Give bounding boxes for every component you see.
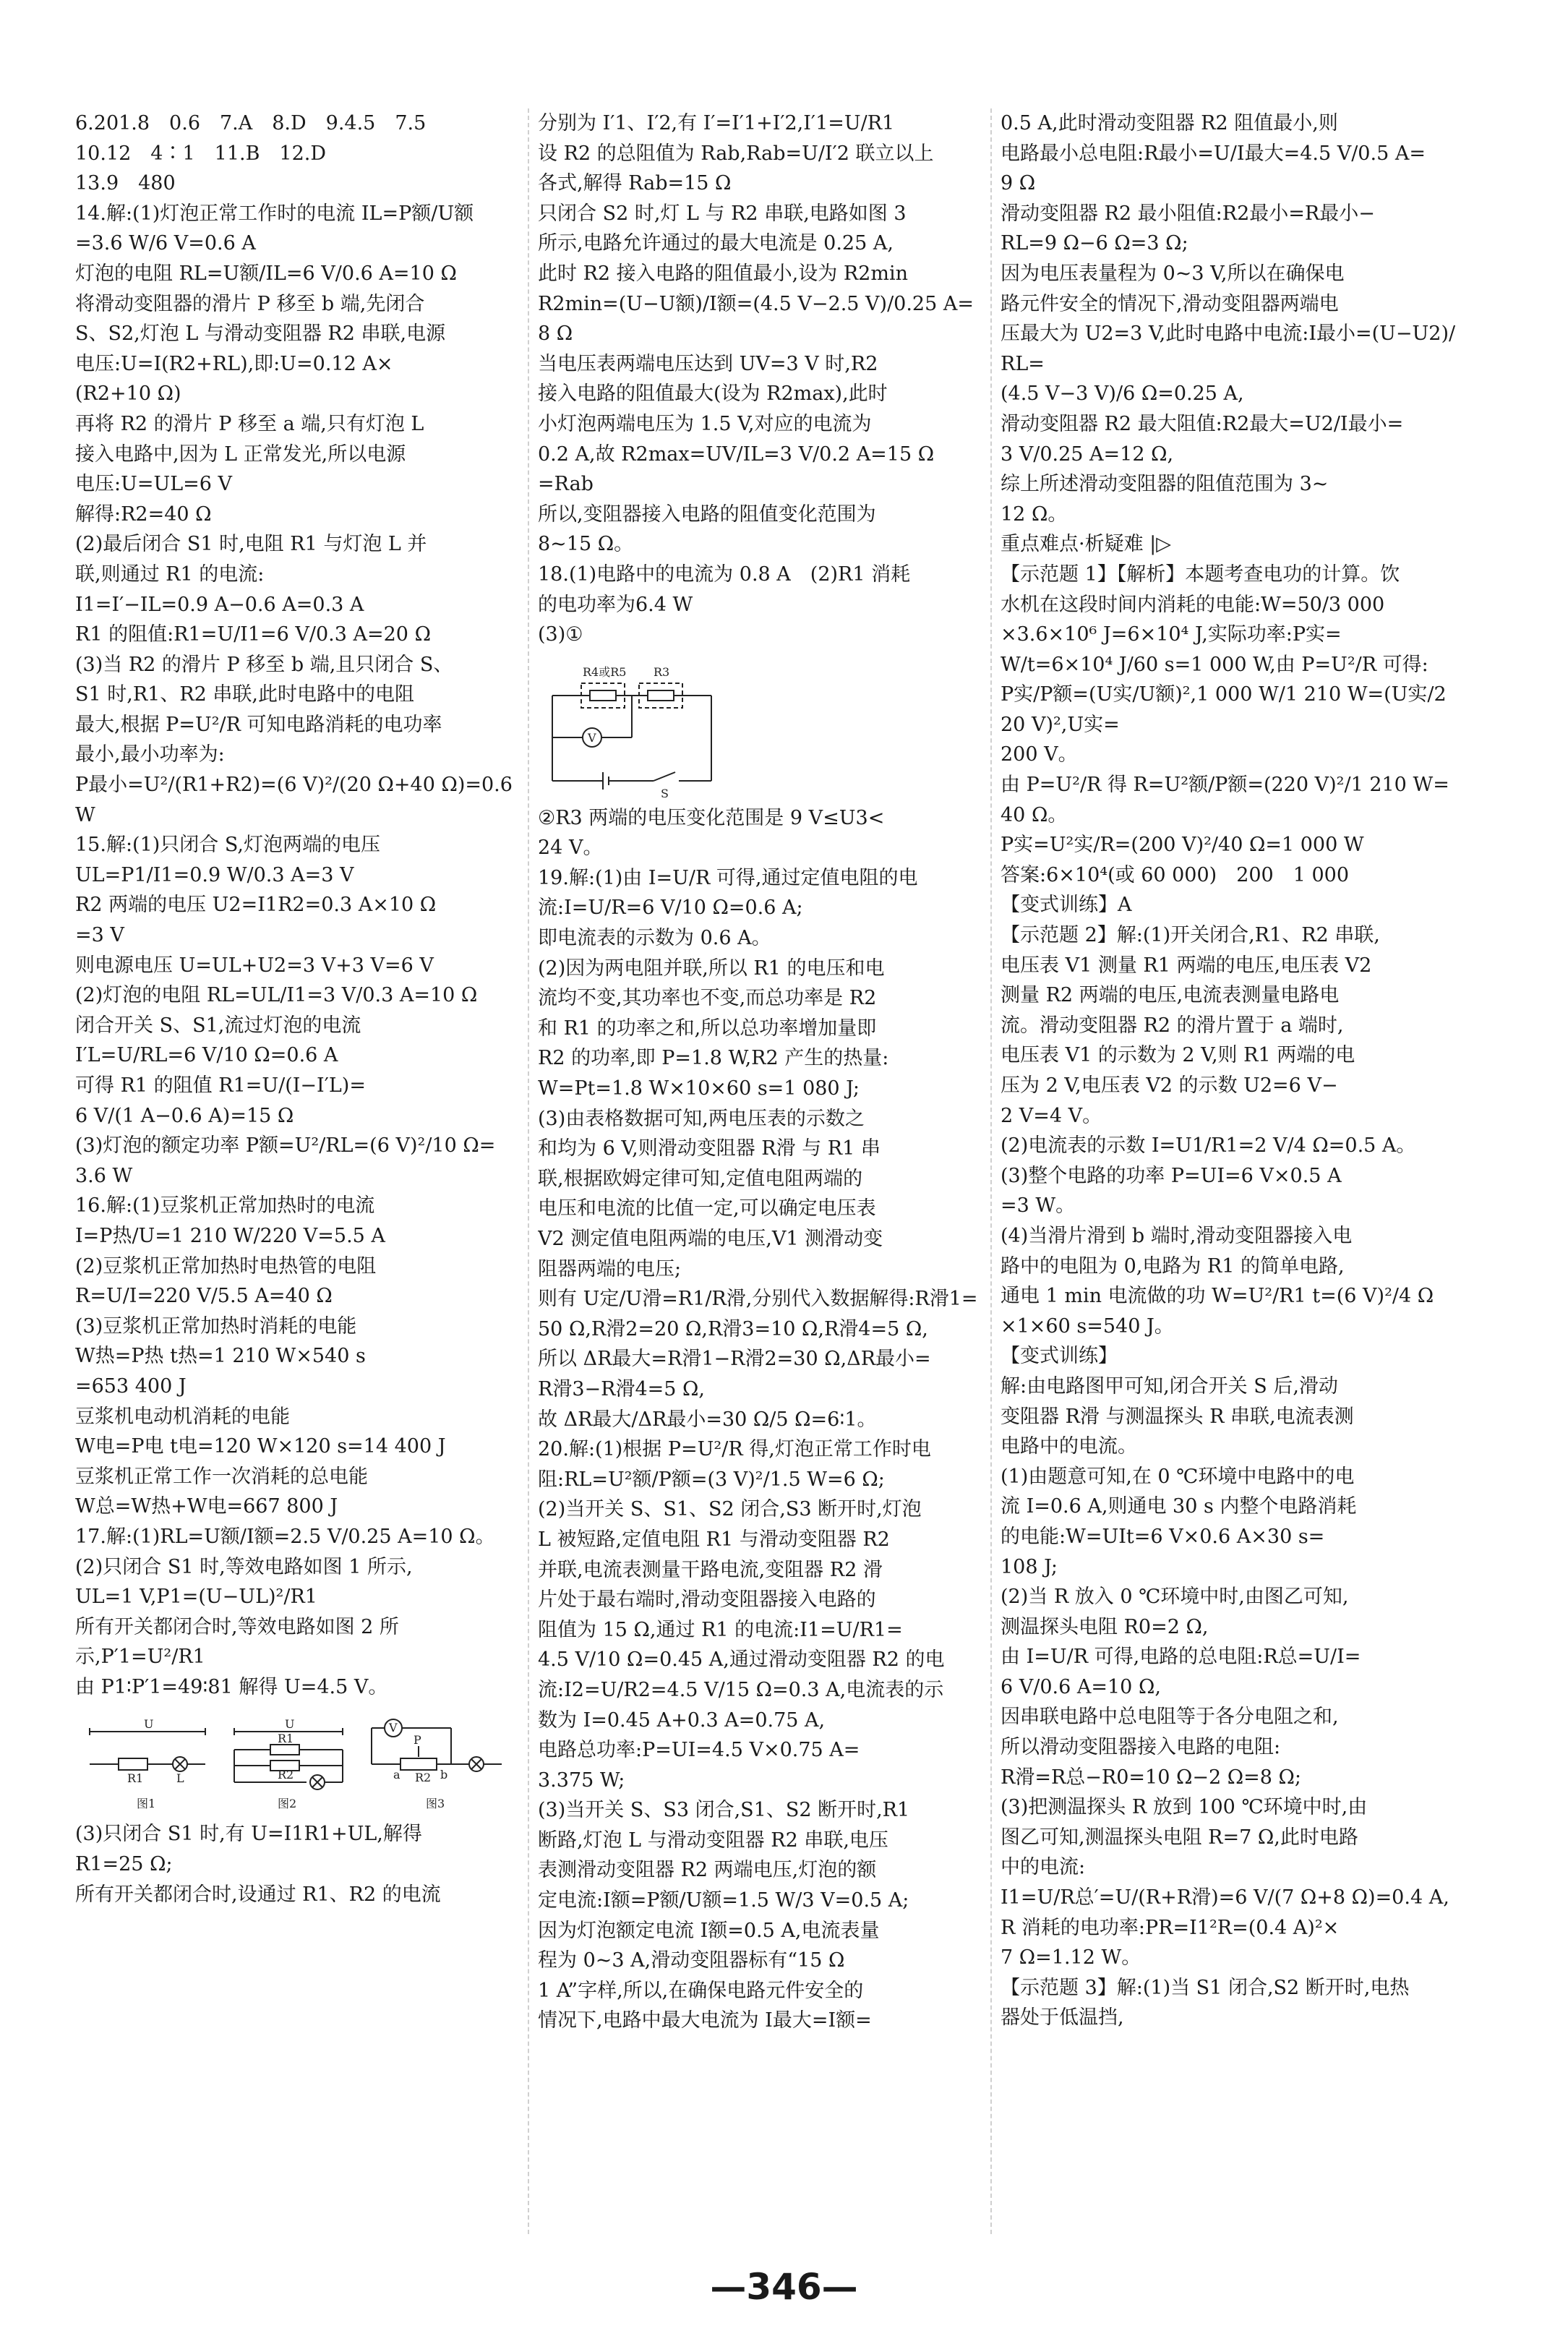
- fig17-label-v: V: [389, 1721, 398, 1735]
- fig17-label-u2: U: [285, 1717, 295, 1732]
- text-line: 2 V=4 V。: [1001, 1104, 1102, 1127]
- text-line: 解:由电路图甲可知,闭合开关 S 后,滑动: [1001, 1374, 1338, 1398]
- text-line: 则电源电压 U=UL+U2=3 V+3 V=6 V: [75, 954, 434, 977]
- text-line: 程为 0~3 A,滑动变阻器标有“15 Ω: [538, 1949, 845, 1972]
- text-line: (2)只闭合 S1 时,等效电路如图 1 所示,: [75, 1555, 413, 1578]
- text-line: I′L=U/RL=6 V/10 Ω=0.6 A: [75, 1044, 338, 1067]
- text-line: 设 R2 的总阻值为 Rab,Rab=U/I′2 联立以上: [538, 142, 934, 165]
- text-line: 测温探头电阻 R0=2 Ω,: [1001, 1615, 1209, 1638]
- text-line: 电压表 V1 测量 R1 两端的电压,电压表 V2: [1001, 954, 1372, 977]
- text-line: 电路最小总电阻:R最小=U/I最大=4.5 V/0.5 A=: [1001, 142, 1426, 165]
- text-line: 即电流表的示数为 0.6 A。: [538, 927, 771, 950]
- text-line: I=P热/U=1 210 W/220 V=5.5 A: [75, 1224, 385, 1247]
- text-line: 再将 R2 的滑片 P 移至 a 端,只有灯泡 L: [75, 412, 424, 435]
- text-line: 19.解:(1)由 I=U/R 可得,通过定值电阻的电: [538, 866, 918, 889]
- text-line: (4.5 V−3 V)/6 Ω=0.25 A,: [1001, 382, 1244, 406]
- text-line: 电路总功率:P=UI=4.5 V×0.75 A=: [538, 1739, 860, 1762]
- text-line: S1 时,R1、R2 串联,此时电路中的电阻: [75, 683, 415, 706]
- text-line: 器处于低温挡,: [1001, 2006, 1124, 2029]
- text-line: 所以滑动变阻器接入电路的电阻:: [1001, 1736, 1281, 1759]
- answer-column-middle: [538, 108, 986, 2234]
- text-line: 可得 R1 的阻值 R1=U/(I−I′L)=: [75, 1074, 366, 1097]
- text-line: (2)电流表的示数 I=U1/R1=2 V/4 Ω=0.5 A。: [1001, 1134, 1416, 1158]
- text-line: W热=P热 t热=1 210 W×540 s: [75, 1345, 366, 1368]
- text-line: 各式,解得 Rab=15 Ω: [538, 172, 732, 195]
- text-block: [538, 108, 986, 650]
- fig17-label-l1: L: [176, 1771, 184, 1786]
- text-line: S、S2,灯泡 L 与滑动变阻器 R2 串联,电源: [75, 322, 446, 346]
- text-line: 0.2 A,故 R2max=UV/IL=3 V/0.2 A=15 Ω: [538, 442, 935, 466]
- text-line: 接入电路中,因为 L 正常发光,所以电源: [75, 442, 406, 466]
- text-line: 图乙可知,测温探头电阻 R=7 Ω,此时电路: [1001, 1826, 1358, 1849]
- fig17-label-b: b: [440, 1768, 448, 1782]
- text-line: 联,根据欧姆定律可知,定值电阻两端的: [538, 1167, 863, 1190]
- text-line: 因为电压表量程为 0~3 V,所以在确保电: [1001, 262, 1345, 285]
- text-line: (2)因为两电阻并联,所以 R1 的电压和电: [538, 957, 885, 980]
- text-line: UL=P1/I1=0.9 W/0.3 A=3 V: [75, 863, 354, 886]
- text-line: R滑3−R滑4=5 Ω,: [538, 1377, 705, 1400]
- text-block: [538, 803, 986, 2036]
- text-block: [1001, 108, 1457, 2033]
- text-line: 由 P1∶P′1=49∶81 解得 U=4.5 V。: [75, 1675, 388, 1698]
- fig17-label-r2b: R2: [278, 1768, 294, 1782]
- text-line: 17.解:(1)RL=U额/I额=2.5 V/0.25 A=10 Ω。: [75, 1525, 495, 1548]
- text-line: =653 400 J: [75, 1374, 187, 1398]
- fig17-caption-2: 图2: [278, 1797, 297, 1811]
- text-line: 只闭合 S2 时,灯 L 与 R2 串联,电路如图 3: [538, 202, 907, 225]
- column-divider: [528, 108, 529, 2234]
- text-line: R滑=R总−R0=10 Ω−2 Ω=8 Ω;: [1001, 1766, 1301, 1789]
- text-line: 50 Ω,R滑2=20 Ω,R滑3=10 Ω,R滑4=5 Ω,: [538, 1317, 928, 1340]
- text-line: R1=25 Ω;: [75, 1853, 173, 1876]
- text-line: =3 V: [75, 924, 124, 947]
- text-line: 通电 1 min 电流做的功 W=U²/R1 t=(6 V)²/4 Ω: [1001, 1285, 1434, 1308]
- text-line: 压最大为 U2=3 V,此时电路中电流:I最小=(U−U2)/RL=: [1001, 322, 1456, 375]
- text-line: 闭合开关 S、S1,流过灯泡的电流: [75, 1014, 361, 1037]
- text-line: (3)只闭合 S1 时,有 U=I1R1+UL,解得: [75, 1823, 422, 1846]
- text-line: ②R3 两端的电压变化范围是 9 V≤U3<: [538, 806, 885, 829]
- text-line: 定电流:I额=P额/U额=1.5 W/3 V=0.5 A;: [538, 1889, 909, 1912]
- text-block: [75, 108, 523, 1702]
- text-line: 【示范题 3】解:(1)当 S1 闭合,S2 断开时,电热: [1001, 1976, 1410, 1999]
- text-line: 灯泡的电阻 RL=U额/IL=6 V/0.6 A=10 Ω: [75, 262, 457, 285]
- text-line: R 消耗的电功率:PR=I1²R=(0.4 A)²×: [1001, 1916, 1340, 1939]
- text-line: 电压表 V1 的示数为 2 V,则 R1 两端的电: [1001, 1044, 1355, 1067]
- circuit-figure-18: [538, 654, 986, 799]
- text-line: 数为 I=0.45 A+0.3 A=0.75 A,: [538, 1708, 826, 1732]
- text-line: 1 A”字样,所以,在确保电路元件安全的: [538, 1979, 864, 2002]
- text-line: 4.5 V/10 Ω=0.45 A,通过滑动变阻器 R2 的电: [538, 1648, 945, 1672]
- text-line: 的电能:W=UIt=6 V×0.6 A×30 s=: [1001, 1525, 1325, 1548]
- text-line: 所有开关都闭合时,设通过 R1、R2 的电流: [75, 1883, 441, 1906]
- text-line: 最小,最小功率为:: [75, 743, 225, 766]
- text-line: 200 V。: [1001, 743, 1078, 766]
- text-line: 流。滑动变阻器 R2 的滑片置于 a 端时,: [1001, 1014, 1344, 1037]
- text-line: UL=1 V,P1=(U−UL)²/R1: [75, 1586, 317, 1609]
- text-line: 8~15 Ω。: [538, 533, 634, 556]
- text-line: 所示,电路允许通过的最大电流是 0.25 A,: [538, 232, 894, 255]
- text-line: 9 Ω: [1001, 172, 1036, 195]
- text-line: 因串联电路中总电阻等于各分电阻之和,: [1001, 1706, 1339, 1729]
- text-block: [75, 1819, 523, 1909]
- text-line: 阻值为 15 Ω,通过 R1 的电流:I1=U/R1=: [538, 1618, 903, 1641]
- text-line: R=U/I=220 V/5.5 A=40 Ω: [75, 1285, 333, 1308]
- text-line: 因为灯泡额定电流 I额=0.5 A,电流表量: [538, 1919, 880, 1942]
- text-line: 重点难点·析疑难 |▷: [1001, 533, 1172, 556]
- text-line: 所以 ΔR最大=R滑1−R滑2=30 Ω,ΔR最小=: [538, 1348, 931, 1371]
- text-line: 所有开关都闭合时,等效电路如图 2 所: [75, 1615, 399, 1638]
- text-line: 分别为 I′1、I′2,有 I′=I′1+I′2,I′1=U/R1: [538, 112, 895, 134]
- text-line: =3.6 W/6 V=0.6 A: [75, 232, 256, 255]
- text-line: 的电功率为6.4 W: [538, 593, 693, 616]
- text-line: 和 R1 的功率之和,所以总功率增加量即: [538, 1017, 877, 1040]
- text-line: 路中的电阻为 0,电路为 R1 的简单电路,: [1001, 1254, 1345, 1278]
- text-line: 情况下,电路中最大电流为 I最大=I额=: [538, 2009, 872, 2032]
- text-line: P最小=U²/(R1+R2)=(6 V)²/(20 Ω+40 Ω)=0.6 W: [75, 774, 519, 826]
- text-line: (1)由题意可知,在 0 ℃环境中电路中的电: [1001, 1465, 1355, 1488]
- text-line: 由 P=U²/R 得 R=U²额/P额=(220 V)²/1 210 W=40 Ω。: [1001, 774, 1449, 826]
- text-line: (3)当 R2 的滑片 P 移至 b 端,且只闭合 S、: [75, 653, 453, 676]
- text-line: 综上所述滑动变阻器的阻值范围为 3~: [1001, 473, 1329, 496]
- text-line: 接入电路的阻值最大(设为 R2max),此时: [538, 382, 888, 406]
- fig17-caption-3: 图3: [426, 1797, 445, 1811]
- text-line: (3)由表格数据可知,两电压表的示数之: [538, 1107, 865, 1130]
- text-line: =3 W。: [1001, 1194, 1076, 1218]
- fig18-label-s: S: [661, 786, 669, 799]
- text-line: R2 的功率,即 P=1.8 W,R2 产生的热量:: [538, 1047, 889, 1070]
- text-line: I1=U/R总′=U/(R+R滑)=6 V/(7 Ω+8 Ω)=0.4 A,: [1001, 1886, 1449, 1909]
- text-line: 7 Ω=1.12 W。: [1001, 1946, 1141, 1969]
- text-line: 3.6 W: [75, 1164, 133, 1187]
- text-line: 6 V/(1 A−0.6 A)=15 Ω: [75, 1104, 294, 1127]
- text-line: 则有 U定/U滑=R1/R滑,分别代入数据解得:R滑1=: [538, 1288, 978, 1311]
- text-line: 答案:6×10⁴(或 60 000) 200 1 000: [1001, 863, 1350, 886]
- text-line: 测量 R2 两端的电压,电流表测量电路电: [1001, 984, 1340, 1007]
- text-line: 20.解:(1)根据 P=U²/R 得,灯泡正常工作时电: [538, 1438, 931, 1461]
- text-line: (2)最后闭合 S1 时,电阻 R1 与灯泡 L 并: [75, 533, 427, 556]
- text-line: 12 Ω。: [1001, 502, 1068, 526]
- text-line: 108 J;: [1001, 1555, 1058, 1578]
- text-line: 示,P′1=U²/R1: [75, 1646, 205, 1669]
- fig18-label-v: V: [588, 730, 596, 745]
- text-line: 【变式训练】: [1001, 1345, 1118, 1368]
- text-line: R2 两端的电压 U2=I1R2=0.3 A×10 Ω: [75, 894, 437, 917]
- fig17-label-r2c: R2: [415, 1771, 432, 1785]
- text-line: 3 V/0.25 A=12 Ω,: [1001, 442, 1174, 466]
- text-line: P实/P额=(U实/U额)²,1 000 W/1 210 W=(U实/220 V)²,U实=: [1001, 683, 1447, 736]
- text-line: 故 ΔR最大/ΔR最小=30 Ω/5 Ω=6∶1。: [538, 1408, 877, 1431]
- text-line: V2 测定值电阻两端的电压,V1 测滑动变: [538, 1228, 883, 1250]
- text-line: 电压:U=I(R2+RL),即:U=0.12 A×: [75, 352, 393, 375]
- text-line: 【示范题 2】解:(1)开关闭合,R1、R2 串联,: [1001, 924, 1380, 947]
- text-line: (2)豆浆机正常加热时电热管的电阻: [75, 1254, 377, 1278]
- text-line: 滑动变阻器 R2 最小阻值:R2最小=R最小−: [1001, 202, 1375, 225]
- circuit-figures-17: [75, 1706, 523, 1815]
- text-line: 滑动变阻器 R2 最大阻值:R2最大=U2/I最小=: [1001, 412, 1404, 435]
- text-line: W总=W热+W电=667 800 J: [75, 1495, 338, 1518]
- text-line: (R2+10 Ω): [75, 382, 181, 406]
- text-line: (3)①: [538, 623, 583, 646]
- text-line: (2)灯泡的电阻 RL=UL/I1=3 V/0.3 A=10 Ω: [75, 984, 478, 1007]
- text-line: 24 V。: [538, 837, 603, 860]
- text-line: 流:I=U/R=6 V/10 Ω=0.6 A;: [538, 897, 803, 920]
- fig17-label-r1b: R1: [278, 1732, 294, 1746]
- text-line: 片处于最右端时,滑动变阻器接入电路的: [538, 1588, 876, 1612]
- text-line: 断路,灯泡 L 与滑动变阻器 R2 串联,电压: [538, 1828, 888, 1852]
- text-line: 10.12 4∶1 11.B 12.D: [75, 142, 327, 165]
- text-line: (3)整个电路的功率 P=UI=6 V×0.5 A: [1001, 1164, 1342, 1187]
- text-line: 流:I2=U/R2=4.5 V/15 Ω=0.3 A,电流表的示: [538, 1678, 944, 1701]
- fig18-label-r3: R3: [654, 664, 670, 679]
- text-line: 13.9 480: [75, 172, 176, 195]
- text-line: 豆浆机电动机消耗的电能: [75, 1405, 290, 1428]
- text-line: 阻器两端的电压;: [538, 1257, 682, 1280]
- text-line: 小灯泡两端电压为 1.5 V,对应的电流为: [538, 412, 872, 435]
- text-line: (3)把测温探头 R 放到 100 ℃环境中时,由: [1001, 1796, 1368, 1819]
- text-line: 15.解:(1)只闭合 S,灯泡两端的电压: [75, 834, 380, 857]
- text-line: RL=9 Ω−6 Ω=3 Ω;: [1001, 232, 1188, 255]
- text-line: 0.5 A,此时滑动变阻器 R2 阻值最小,则: [1001, 112, 1338, 134]
- text-line: (2)当开关 S、S1、S2 闭合,S3 断开时,灯泡: [538, 1498, 922, 1521]
- text-line: R1 的阻值:R1=U/I1=6 V/0.3 A=20 Ω: [75, 623, 431, 646]
- text-line: 水机在这段时间内消耗的电能:W=50/3 000: [1001, 593, 1385, 616]
- text-line: 由 I=U/R 可得,电路的总电阻:R总=U/I=: [1001, 1646, 1361, 1669]
- text-line: W/t=6×10⁴ J/60 s=1 000 W,由 P=U²/R 可得:: [1001, 653, 1428, 676]
- text-line: (3)豆浆机正常加热时消耗的电能: [75, 1314, 357, 1338]
- text-line: 并联,电流表测量干路电流,变阻器 R2 滑: [538, 1558, 883, 1581]
- fig17-label-a: a: [393, 1768, 400, 1782]
- fig17-label-r1: R1: [127, 1771, 144, 1786]
- text-line: P实=U²实/R=(200 V)²/40 Ω=1 000 W: [1001, 834, 1364, 857]
- text-line: 当电压表两端电压达到 UV=3 V 时,R2: [538, 352, 878, 375]
- text-line: 18.(1)电路中的电流为 0.8 A (2)R1 消耗: [538, 563, 911, 586]
- text-line: 14.解:(1)灯泡正常工作时的电流 IL=P额/U额: [75, 202, 474, 225]
- text-line: (3)灯泡的额定功率 P额=U²/RL=(6 V)²/10 Ω=: [75, 1134, 496, 1158]
- text-line: (2)当 R 放入 0 ℃环境中时,由图乙可知,: [1001, 1586, 1349, 1609]
- text-line: W电=P电 t电=120 W×120 s=14 400 J: [75, 1435, 446, 1458]
- text-line: (3)当开关 S、S3 闭合,S1、S2 断开时,R1: [538, 1799, 910, 1822]
- answer-column-left: [75, 108, 523, 2234]
- text-line: 阻:RL=U²额/P额=(3 V)²/1.5 W=6 Ω;: [538, 1468, 885, 1491]
- text-line: 表测滑动变阻器 R2 两端电压,灯泡的额: [538, 1859, 877, 1882]
- text-line: 联,则通过 R1 的电流:: [75, 563, 265, 586]
- text-line: 电压:U=UL=6 V: [75, 473, 233, 496]
- fig18-label-r4r5: R4或R5: [583, 664, 627, 679]
- text-line: 电压和电流的比值一定,可以确定电压表: [538, 1197, 876, 1220]
- text-line: 16.解:(1)豆浆机正常加热时的电流: [75, 1194, 375, 1218]
- text-line: 6 V/0.6 A=10 Ω,: [1001, 1675, 1161, 1698]
- text-line: (4)当滑片滑到 b 端时,滑动变阻器接入电: [1001, 1224, 1353, 1247]
- text-line: 路元件安全的情况下,滑动变阻器两端电: [1001, 292, 1339, 315]
- page-number: —346—: [710, 2266, 858, 2308]
- text-line: =Rab: [538, 473, 594, 496]
- text-line: 变阻器 R滑 与测温探头 R 串联,电流表测: [1001, 1405, 1354, 1428]
- text-line: 压为 2 V,电压表 V2 的示数 U2=6 V−: [1001, 1074, 1338, 1097]
- text-line: 【变式训练】A: [1001, 894, 1132, 917]
- text-line: L 被短路,定值电阻 R1 与滑动变阻器 R2: [538, 1528, 890, 1551]
- text-line: 电路中的电流。: [1001, 1435, 1137, 1458]
- text-line: R2min=(U−U额)/I额=(4.5 V−2.5 V)/0.25 A=8 Ω: [538, 292, 974, 346]
- text-line: ×1×60 s=540 J。: [1001, 1314, 1174, 1338]
- fig17-label-p: P: [414, 1733, 421, 1748]
- text-line: 3.375 W;: [538, 1768, 625, 1792]
- text-line: 流均不变,其功率也不变,而总功率是 R2: [538, 987, 877, 1010]
- text-line: I1=I′−IL=0.9 A−0.6 A=0.3 A: [75, 593, 364, 616]
- text-line: 【示范题 1】【解析】本题考查电功的计算。饮: [1001, 563, 1400, 586]
- text-line: 所以,变阻器接入电路的阻值变化范围为: [538, 502, 876, 526]
- fig17-caption-1: 图1: [137, 1797, 156, 1811]
- text-line: ×3.6×10⁶ J=6×10⁴ J,实际功率:P实=: [1001, 623, 1342, 646]
- text-line: 中的电流:: [1001, 1856, 1086, 1879]
- fig17-label-u1: U: [144, 1717, 154, 1732]
- text-line: 解得:R2=40 Ω: [75, 502, 212, 526]
- text-line: 豆浆机正常工作一次消耗的总电能: [75, 1465, 368, 1488]
- text-line: 最大,根据 P=U²/R 可知电路消耗的电功率: [75, 713, 442, 736]
- text-line: 此时 R2 接入电路的阻值最小,设为 R2min: [538, 262, 908, 285]
- answer-column-right: [1001, 108, 1457, 2234]
- text-line: 和均为 6 V,则滑动变阻器 R滑 与 R1 串: [538, 1137, 881, 1160]
- text-line: 6.201.8 0.6 7.A 8.D 9.4.5 7.5: [75, 112, 427, 134]
- column-divider: [990, 108, 992, 2234]
- text-line: W=Pt=1.8 W×10×60 s=1 080 J;: [538, 1077, 860, 1100]
- text-line: 将滑动变阻器的滑片 P 移至 b 端,先闭合: [75, 292, 425, 315]
- text-line: 流 I=0.6 A,则通电 30 s 内整个电路消耗: [1001, 1495, 1357, 1518]
